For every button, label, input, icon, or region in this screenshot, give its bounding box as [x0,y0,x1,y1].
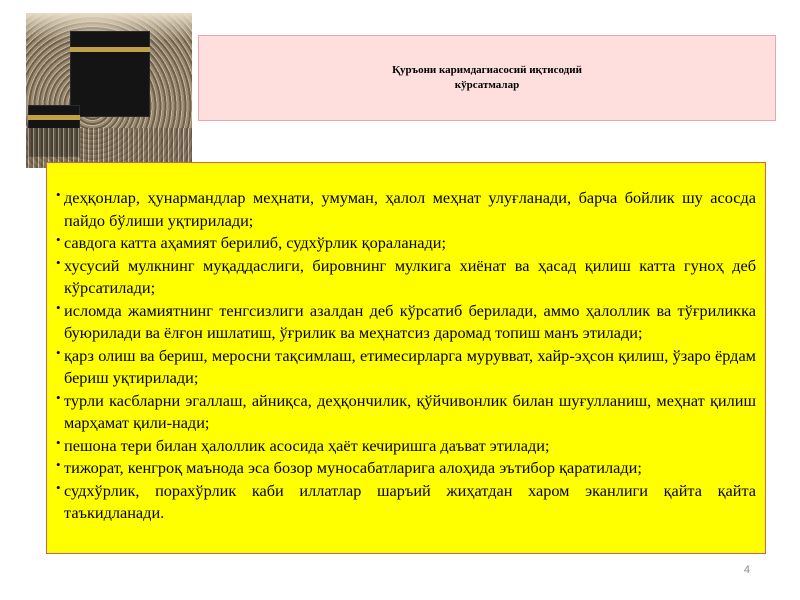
kaaba-photo-image [26,13,192,168]
bullet-dot-icon: • [56,457,61,472]
bullet-dot-icon: • [56,389,61,405]
slide-title-line-1: Қуръони каримдагиасосий иқтисодий [392,64,582,77]
bullet-dot-icon: • [56,434,61,450]
bullet-text: исломда жамиятнинг тенгсизлиги азалдан деб кўрсатиб берилади, аммо ҳалоллик ва тўғриликка буюрилади ва ёлғон ишлатиш, ўғрилик ва меҳнатсиз даромад топиш манъ этилади; [64,300,756,342]
slide-title-line-2: кўрсатмалар [454,79,520,91]
bullet-dot-icon: • [56,232,61,247]
content-box [46,162,766,554]
bullet-item [56,255,756,300]
bullet-dot-icon: • [56,187,61,202]
bullet-text: пешона тери билан ҳалоллик асосида ҳаёт кечиришга даъват этилади; [64,435,550,455]
kaaba-building [70,31,150,117]
bullet-text: қарз олиш ва бериш, меросни тақсимлаш, етимесирларга мурувват, хайр-эҳсон қилиш, ўзаро ёрдам бериш уқтирилади; [64,345,756,387]
bullet-item [56,480,756,525]
bullet-dot-icon: • [56,254,61,270]
bullet-dot-icon: • [56,299,61,315]
bullet-item [56,300,756,345]
bullet-item [56,232,756,255]
bullet-text: хусусий мулкнинг муқаддаслиги, бировнинг мулкига хиёнат ва ҳасад қилиш катта гуноҳ деб кўрсатилади; [64,255,756,297]
slide-title-box [198,35,776,121]
bullet-dot-icon: • [56,344,61,360]
page-number: 4 [743,564,750,576]
bullet-item [56,390,756,435]
bullet-text: деҳқонлар, ҳунармандлар меҳнати, умуман, ҳалол меҳнат улуғланади, барча бойлик шу асосда пайдо бўлиши уқтирилади; [64,188,756,230]
bullet-item [56,457,756,480]
bullet-text: турли касбларни эгаллаш, айниқса, деҳқончилик, қўйчивонлик билан шуғулланиш, меҳнат қилиш марҳамат қили-нади; [64,390,756,432]
bullet-item [56,435,756,458]
bullet-dot-icon: • [56,479,61,495]
bullet-text: судхўрлик, порахўрлик каби иллатлар шаръий жиҳатдан харом эканлиги қайта қайта таъкидланади. [64,480,756,522]
bullet-item [56,345,756,390]
bullet-item [56,187,756,232]
bullet-text: тижорат, кенгроқ маънода эса бозор муносабатларига алоҳида эътибор қаратилади; [64,458,642,477]
bullet-text: савдога катта аҳамият берилиб, судхўрлик қораланади; [64,233,447,252]
